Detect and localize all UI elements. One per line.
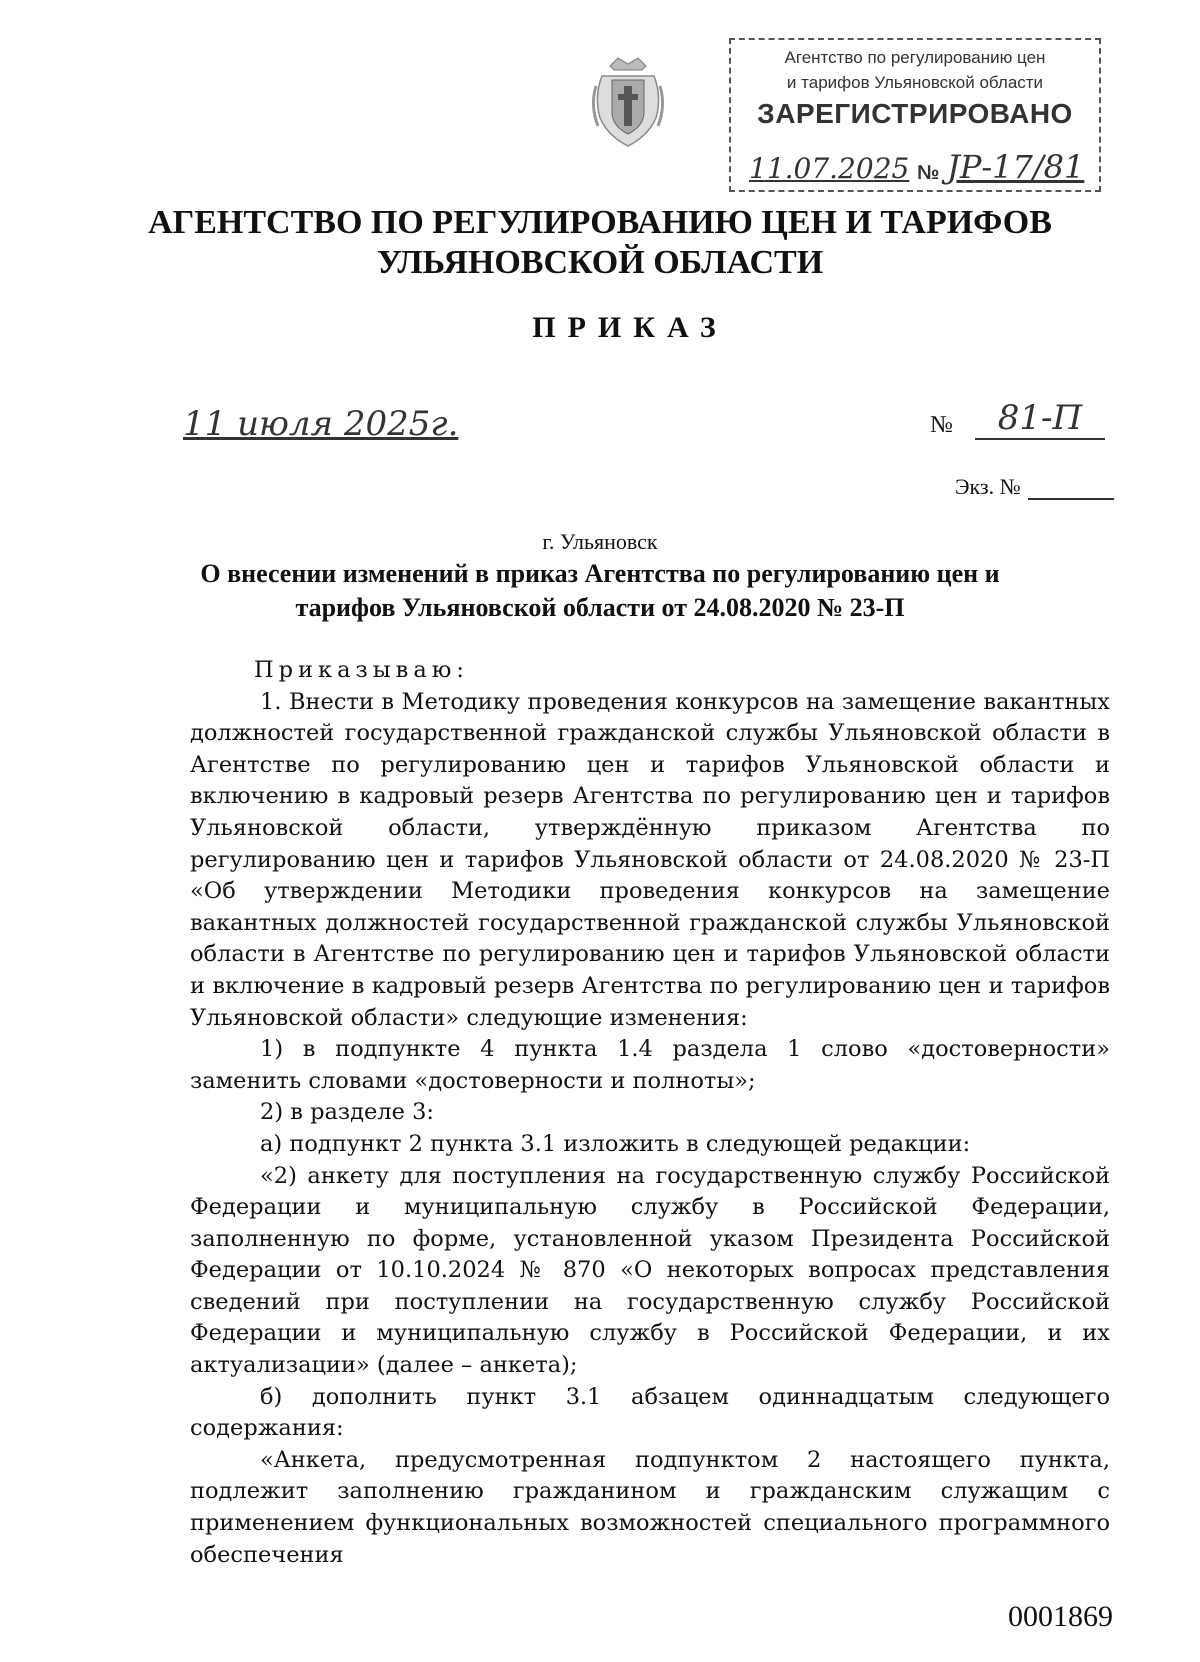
stamp-number-label: № [917,162,940,184]
paragraph: «2) анкету для поступления на государственную службу Российской Федерации и муниципальную службу в Российской Федерации, заполненную по форме, установленной указом Президента Российской Федерации от 10.10.2024 № 870 «О некоторых вопросах представления сведений при поступлении на государственную службу Российской Федерации и муниципальную службу в Российской Федерации, и их актуализации» (далее – анкета); [190,1162,1110,1379]
copy-number-label: Экз. № [955,474,1021,499]
paragraph: 1. Внести в Методику проведения конкурсов на замещение вакантных должностей государственной гражданской службы Ульяновской области в Агентстве по регулированию цен и тарифов Ульяновской области и включению в кадровый резерв Агентства по регулированию цен и тарифов Ульяновской области, утверждённую приказом Агентства по регулированию цен и тарифов Ульяновской области от 24.08.2020 № 23-П «Об утверждении Методики проведения конкурсов на замещение вакантных должностей государственной гражданской службы Ульяновской области в Агентстве по регулированию цен и тарифов Ульяновской области и включение в кадровый резерв Агентства по регулированию цен и тарифов Ульяновской области» следующие изменения: [190,688,1110,1031]
coat-of-arms-icon [588,56,668,150]
paragraph: б) дополнить пункт 3.1 абзацем одиннадцатым следующего содержания: [190,1383,1110,1442]
organization-name: АГЕНТСТВО ПО РЕГУЛИРОВАНИЮ ЦЕН И ТАРИФОВ УЛЬЯНОВСКОЙ ОБЛАСТИ [148,204,1052,281]
order-body [190,655,1110,1571]
stamp-status: ЗАРЕГИСТРИРОВАНО [757,98,1073,129]
city: г. Ульяновск [542,529,658,554]
page-code: 0001869 [1008,1600,1113,1633]
order-number: 81-П [975,398,1105,440]
stamp-number: ЈР-17/81 [947,148,1085,186]
order-preamble: Приказываю: [254,657,469,683]
order-date: 11 июля 2025г. [183,404,459,444]
paragraph: «Анкета, предусмотренная подпунктом 2 настоящего пункта, подлежит заполнению гражданином и гражданским служащим с применением функциональных возможностей специального программного обеспечения [190,1446,1110,1568]
stamp-date: 11.07.2025 [749,152,910,185]
order-number-label: № [930,412,953,438]
stamp-agency-line1: Агентство по регулированию цен [784,48,1046,67]
order-subject: О внесении изменений в приказ Агентства по регулированию цен и тарифов Ульяновской области от 24.08.2020 № 23-П [200,559,1000,622]
paragraph: 2) в разделе 3: [260,1099,434,1126]
paragraph: 1) в подпункте 4 пункта 1.4 раздела 1 слово «достоверности» заменить словами «достоверности и полноты»; [190,1036,1110,1094]
paragraph: а) подпункт 2 пункта 3.1 изложить в следующей редакции: [260,1130,971,1157]
registration-stamp [729,38,1101,192]
stamp-agency-line2: и тарифов Ульяновской области [786,73,1044,92]
copy-number-blank [1028,498,1114,500]
document-type: ПРИКАЗ [532,311,728,344]
